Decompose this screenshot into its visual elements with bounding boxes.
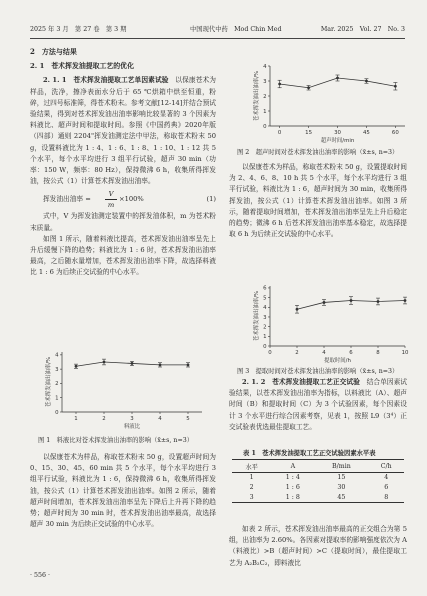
x-tick-label: 30 xyxy=(334,130,341,136)
table-cell: 45 xyxy=(314,493,368,503)
running-header xyxy=(0,24,427,36)
formula-rhs: ×100% xyxy=(119,195,144,204)
table-cell: 3 xyxy=(232,493,271,503)
x-tick-label: 1 xyxy=(74,416,78,422)
data-point xyxy=(159,363,162,366)
x-tick-label: 3 xyxy=(130,416,134,422)
x-tick-label: 60 xyxy=(391,130,399,136)
paragraph-2: 式中，V 为挥发油测定装置中的挥发油体积，m 为苍术粉末质量。 xyxy=(30,212,216,232)
table-cell: 2 xyxy=(249,484,254,492)
y-tick-label: 0 xyxy=(263,123,267,130)
figure-1-chart xyxy=(40,348,210,428)
paragraph-1-text: 以保康苍术为样品，洗净，擦净表面水分后于 65 ℃烘箱中烘至恒重，粉碎，过四号标准筛，得苍术粉末。参考文献[12-14]并结合预试验结果，得到对苍术挥发油出油率影响比较显著的 3 个因素为料液比、超声时间和提取时间。参照《中国药典》2020年版（四部）通则 2204"挥发油测定法中甲法，称取苍术粉末 50 g，设置料液比为 1 : 4、1 : 6、1 : 8、1 : 10、1 : 12 共 5 个水平，每个水平均进行 3 组平行试验，超声 30 min（功率：150 W，频率：80 Hz），保持微沸 6 h，收集所得挥发油，按公式（1）计算苍术挥发油出油率。 xyxy=(30,76,216,186)
figure-3-chart xyxy=(248,282,408,362)
subsubsection-heading: 2. 1. 1 苍术挥发油提取工艺单因素试验 xyxy=(43,76,169,85)
table-cell: 15 xyxy=(337,474,346,482)
formula-fraction xyxy=(105,190,117,209)
data-point xyxy=(307,86,310,89)
table-row xyxy=(232,493,404,503)
x-axis-label: 料液比 xyxy=(123,424,141,430)
x-tick-label: 0 xyxy=(268,350,272,356)
figure-2 xyxy=(248,62,408,142)
table-1-title: 表 1 苍术挥发油提取工艺正交试验因素水平表 xyxy=(243,450,376,457)
y-tick-label: 1 xyxy=(55,395,59,402)
formula-numerator: V xyxy=(108,190,114,199)
data-point xyxy=(336,77,339,80)
data-point xyxy=(103,361,106,364)
table-cell: 1 : 4 xyxy=(285,474,300,482)
figure-3 xyxy=(248,282,408,362)
y-tick-label: 4 xyxy=(55,352,59,359)
y-tick-label: 2 xyxy=(263,324,267,331)
table-cell: 1 xyxy=(249,474,254,482)
formula-number: (1) xyxy=(206,195,216,204)
y-tick-label: 6 xyxy=(263,285,267,292)
fraction-bar xyxy=(105,199,117,200)
right-column-mid xyxy=(229,377,407,433)
x-tick-label: 8 xyxy=(376,350,380,356)
figure-1-caption: 图 1 料液比对苍术挥发油出油率的影响（x̄±s, n=3） xyxy=(38,437,194,444)
table-cell: 4 xyxy=(384,474,389,482)
data-point xyxy=(131,362,134,365)
paragraph-7: 如表 2 所示，苍术挥发油出油率最高的正交组合为第 5 组，出油率为 2.60%。各因素对提取率的影响强度依次为 A（料液比）>B（超声时间）>C（提取时间），最佳提取工艺为 A₂B₂C₂，即料液比 xyxy=(229,525,407,567)
table-cell: 8 xyxy=(368,493,404,503)
formula-denominator: m xyxy=(107,201,115,210)
x-tick-label: 4 xyxy=(322,350,326,356)
x-tick-label: 4 xyxy=(158,416,162,422)
header-date: Mar. 2025 Vol. 27 No. 3 xyxy=(320,26,405,33)
x-tick-label: 5 xyxy=(186,416,190,422)
x-tick-label: 0 xyxy=(277,130,282,136)
y-tick-label: 5 xyxy=(263,295,267,302)
y-tick-label: 0 xyxy=(263,343,267,350)
y-tick-label: 1 xyxy=(263,108,267,115)
data-point xyxy=(394,85,397,88)
figure-2-caption: 图 2 超声时间对苍术挥发油出油率的影响（x̄±s, n=3） xyxy=(237,149,399,156)
paragraph-4: 以保康苍术为样品，称取苍术粉末 50 g，设置超声时间为 0、15、30、45、60 min 共 5 个水平，每个水平均进行 3 组平行试验，料液比为 1 : 6，保持微沸 6 h，收集所得挥发油，按公式（1）计算苍术挥发油出油率。如图 2 所示，随着超声时间增加，苍术挥发油出油率呈先下降后上升再下降的趋势；超声时间为 30 min 时，苍术挥发油出油率最高，故选择超声 30 min 为后续正交试验的中心水平。 xyxy=(30,453,216,529)
table-header-cell: A xyxy=(271,460,314,473)
data-point xyxy=(323,301,326,304)
x-tick-label: 6 xyxy=(349,350,353,356)
data-point xyxy=(377,300,380,303)
paragraph-3: 如图 1 所示，随着料液比提高，苍术挥发油出油率呈先上升后缓慢下降的趋势；料液比为 1 : 6 时，苍术挥发油出油率最高，之后随水量增加，苍术挥发油出油率下降，故选择料液比 1 : 6 为后续正交试验的中心水平。 xyxy=(30,234,216,277)
data-point xyxy=(278,83,281,86)
figure-2-chart xyxy=(248,62,408,142)
x-tick-label: 10 xyxy=(401,350,409,356)
data-point xyxy=(296,308,299,311)
y-tick-label: 3 xyxy=(263,314,267,321)
formula-1 xyxy=(30,190,216,209)
table-cell: 30 xyxy=(337,484,346,492)
right-column xyxy=(229,162,407,240)
header-journal: 中国现代中药 Mod Chin Med xyxy=(190,26,282,33)
page-number: · 556 · xyxy=(30,572,51,579)
paragraph-6 xyxy=(229,377,407,433)
paragraph-5: 以保康苍术为样品，称取苍术粉末 50 g，设置提取时间为 2、4、6、8、10 h 共 5 个水平，每个水平均进行 3 组平行试验，料液比为 1 : 6，超声时间为 30 min，收集所得挥发油，按公式（1）计算苍术挥发油出油率。如图 3 所示，随着提取时间增加，苍术挥发油出油率呈先上升后稳定的趋势；微沸 6 h 后苍术挥发油出油率基本稳定，故选择提取 6 h 为后续正交试验的中心水平。 xyxy=(229,163,407,239)
table-row xyxy=(232,473,404,483)
y-axis-label: 苍术挥发油出油率/% xyxy=(46,356,52,408)
y-tick-label: 2 xyxy=(55,381,59,388)
table-cell: 6 xyxy=(384,484,389,492)
left-column xyxy=(30,46,216,279)
y-axis-label: 苍术挥发油出油率/% xyxy=(254,290,260,342)
paragraph-6-text: 结合单因素试验结果，以苍术挥发油出油率为指标，以料液比（A）、超声时间（B）和提取时间（C）为 3 个试验因素，每个因素设计 3 个水平进行综合因素考察，见表 1，按照 L9（3⁴）正交试验表优选最佳提取工艺。 xyxy=(229,378,407,431)
y-tick-label: 4 xyxy=(263,63,267,70)
figure-3-caption: 图 3 提取时间对苍术挥发油出油率的影响（x̄±s, n=3） xyxy=(237,368,399,375)
x-tick-label: 15 xyxy=(305,130,313,136)
x-tick-label: 2 xyxy=(102,416,106,422)
data-point xyxy=(350,299,353,302)
y-tick-label: 3 xyxy=(263,78,267,85)
data-point xyxy=(75,365,78,368)
table-header-cell: C/h xyxy=(368,460,404,473)
x-tick-label: 2 xyxy=(295,350,299,356)
table-header-cell: B/min xyxy=(314,460,368,473)
table-header-cell: 水平 xyxy=(232,460,271,473)
y-tick-label: 4 xyxy=(263,305,267,312)
table-cell: 1 : 6 xyxy=(285,484,300,492)
right-column-bottom xyxy=(229,524,407,569)
table-header-row xyxy=(232,460,404,473)
table-row xyxy=(232,483,404,493)
figure-1 xyxy=(40,348,210,428)
paragraph-1 xyxy=(30,75,216,187)
data-point xyxy=(365,80,368,83)
table-cell: 1 : 8 xyxy=(271,493,314,503)
x-axis-label: 提取时间/h xyxy=(324,358,351,364)
header-rule xyxy=(30,38,405,39)
y-tick-label: 3 xyxy=(55,366,59,373)
data-point xyxy=(404,299,407,302)
left-column-bottom xyxy=(30,452,216,530)
y-tick-label: 2 xyxy=(263,93,267,100)
table-1 xyxy=(232,459,404,503)
x-axis-label: 超声时间/min xyxy=(320,138,355,144)
x-tick-label: 45 xyxy=(362,130,370,136)
section-heading: 2 方法与结果 xyxy=(30,47,77,56)
data-point xyxy=(187,363,190,366)
header-issue: 2025 年 3 月 第 27 卷 第 3 期 xyxy=(30,26,127,33)
subsubsection-heading-2: 2. 1. 2 苍术挥发油提取工艺正交试验 xyxy=(242,378,360,386)
formula-lhs: 挥发油出油率 = xyxy=(43,195,91,204)
subsection-heading: 2. 1 苍术挥发油提取工艺的优化 xyxy=(30,62,134,71)
y-tick-label: 1 xyxy=(263,334,267,341)
y-axis-label: 苍术挥发油出油率/% xyxy=(254,70,260,122)
y-tick-label: 0 xyxy=(55,409,59,416)
